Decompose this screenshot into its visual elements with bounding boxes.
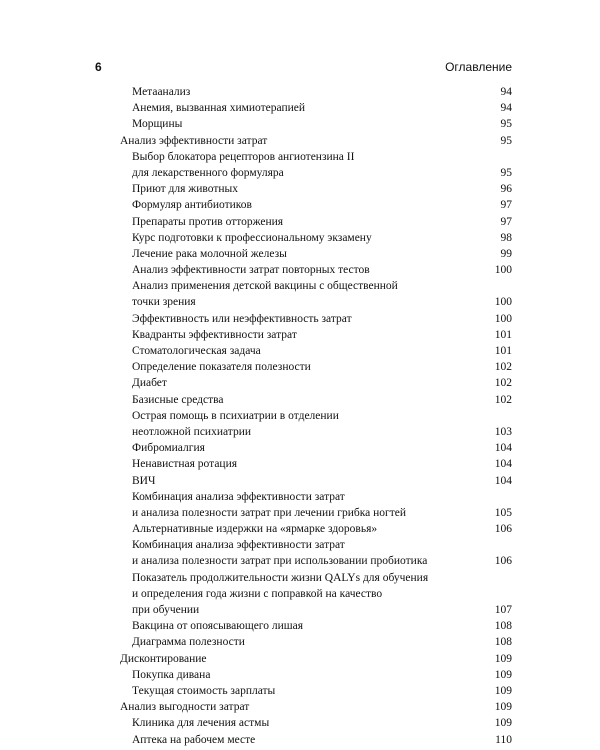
- toc-entry-title: Ненавистная ротация: [132, 458, 240, 470]
- toc-entry: [0, 375, 600, 391]
- toc-entry-page: 97: [498, 197, 513, 213]
- toc-entry-title: Метаанализ: [132, 86, 193, 98]
- toc-entry-title: Анализ выгодности затрат: [120, 701, 252, 713]
- toc-entry: [0, 489, 600, 505]
- toc-entry: [0, 683, 600, 699]
- toc-entry-page: 104: [492, 440, 512, 456]
- page-number: 6: [95, 60, 102, 74]
- toc-entry: [0, 408, 600, 424]
- toc-entry-page: 102: [492, 392, 512, 408]
- toc-entry-title: Препараты против отторжения: [132, 216, 286, 228]
- toc-entry: [0, 392, 600, 408]
- toc-entry-page: 97: [498, 214, 513, 230]
- running-head: Оглавление: [445, 60, 512, 74]
- toc-entry: [0, 715, 600, 731]
- toc-entry-page: 105: [492, 505, 512, 521]
- toc-entry-title: Анемия, вызванная химиотерапией: [132, 102, 308, 114]
- table-of-contents: [0, 84, 600, 748]
- toc-entry-title: Базисные средства: [132, 394, 227, 406]
- toc-entry-page: 106: [492, 521, 512, 537]
- toc-entry-title: Стоматологическая задача: [132, 345, 264, 357]
- toc-entry-title: Анализ применения детской вакцины с общественной: [132, 280, 401, 292]
- toc-entry-page: 102: [492, 375, 512, 391]
- toc-entry: [0, 246, 600, 262]
- toc-entry: [0, 521, 600, 537]
- toc-entry: [0, 294, 600, 310]
- toc-entry-page: 110: [492, 732, 512, 748]
- toc-entry-page: 100: [492, 262, 512, 278]
- toc-entry-title: Фибромиалгия: [132, 442, 208, 454]
- toc-entry-page: 104: [492, 456, 512, 472]
- toc-entry-page: 103: [492, 424, 512, 440]
- toc-entry-title: Аптека на рабочем месте: [132, 734, 258, 746]
- toc-entry-page: 109: [492, 683, 512, 699]
- toc-entry-page: 98: [498, 230, 513, 246]
- toc-entry: [0, 473, 600, 489]
- toc-entry: [0, 699, 600, 715]
- toc-entry-title: Выбор блокатора рецепторов ангиотензина II: [132, 151, 357, 163]
- toc-entry-page: 95: [498, 165, 513, 181]
- toc-entry-page: 108: [492, 634, 512, 650]
- toc-entry-title: Формуляр антибиотиков: [132, 199, 255, 211]
- toc-entry-page: 100: [492, 311, 512, 327]
- toc-entry: [0, 116, 600, 132]
- toc-entry-title: Комбинация анализа эффективности затрат: [132, 539, 348, 551]
- toc-entry-page: 94: [498, 100, 513, 116]
- toc-entry-title: Текущая стоимость зарплаты: [132, 685, 278, 697]
- toc-entry-title: Лечение рака молочной железы: [132, 248, 290, 260]
- toc-entry-title: для лекарственного формуляра: [132, 167, 287, 179]
- toc-entry-title: Острая помощь в психиатрии в отделении: [132, 410, 342, 422]
- toc-entry: [0, 311, 600, 327]
- toc-entry-title: точки зрения: [132, 296, 199, 308]
- toc-entry: [0, 197, 600, 213]
- toc-entry: [0, 230, 600, 246]
- toc-entry: [0, 359, 600, 375]
- toc-entry-title: Клиника для лечения астмы: [132, 717, 272, 729]
- toc-entry-title: неотложной психиатрии: [132, 426, 254, 438]
- toc-entry: [0, 586, 600, 602]
- toc-entry-title: Курс подготовки к профессиональному экзамену: [132, 232, 375, 244]
- page-header: [95, 60, 512, 78]
- toc-entry-title: Показатель продолжительности жизни QALYs для обучения: [132, 572, 431, 584]
- toc-entry-title: Определение показателя полезности: [132, 361, 314, 373]
- toc-entry-title: Диаграмма полезности: [132, 636, 248, 648]
- toc-entry-page: 109: [492, 667, 512, 683]
- toc-entry-title: Эффективность или неэффективность затрат: [132, 313, 355, 325]
- toc-entry-page: 109: [492, 715, 512, 731]
- toc-entry: [0, 214, 600, 230]
- toc-entry: [0, 149, 600, 165]
- toc-entry: [0, 424, 600, 440]
- toc-entry: [0, 602, 600, 618]
- toc-entry: [0, 440, 600, 456]
- toc-entry-page: 102: [492, 359, 512, 375]
- toc-entry: [0, 651, 600, 667]
- toc-entry-title: и определения года жизни с поправкой на качество: [132, 588, 385, 600]
- toc-entry: [0, 181, 600, 197]
- toc-entry-page: 107: [492, 602, 512, 618]
- toc-entry-title: Альтернативные издержки на «ярмарке здоровья»: [132, 523, 380, 535]
- toc-entry-title: и анализа полезности затрат при лечении грибка ногтей: [132, 507, 409, 519]
- toc-entry-title: Приют для животных: [132, 183, 241, 195]
- toc-entry-page: 106: [492, 553, 512, 569]
- toc-entry: [0, 278, 600, 294]
- toc-entry-title: Вакцина от опоясывающего лишая: [132, 620, 306, 632]
- toc-entry: [0, 732, 600, 748]
- toc-entry-title: Покупка дивана: [132, 669, 213, 681]
- toc-entry-page: 104: [492, 473, 512, 489]
- toc-entry-page: 109: [492, 699, 512, 715]
- toc-entry-title: Квадранты эффективности затрат: [132, 329, 300, 341]
- toc-entry: [0, 505, 600, 521]
- toc-entry: [0, 537, 600, 553]
- toc-entry: [0, 100, 600, 116]
- toc-entry-title: Анализ эффективности затрат повторных тестов: [132, 264, 373, 276]
- toc-entry-title: ВИЧ: [132, 475, 158, 487]
- toc-entry: [0, 343, 600, 359]
- toc-entry: [0, 667, 600, 683]
- toc-entry-page: 109: [492, 651, 512, 667]
- toc-entry-title: Анализ эффективности затрат: [120, 135, 270, 147]
- toc-entry: [0, 165, 600, 181]
- toc-entry-page: 94: [498, 84, 513, 100]
- toc-entry-page: 95: [498, 133, 513, 149]
- toc-entry-page: 100: [492, 294, 512, 310]
- toc-entry: [0, 327, 600, 343]
- toc-entry-title: Морщины: [132, 118, 185, 130]
- toc-entry: [0, 262, 600, 278]
- toc-entry-page: 95: [498, 116, 513, 132]
- toc-entry: [0, 634, 600, 650]
- toc-entry-title: Дисконтирование: [120, 653, 210, 665]
- toc-entry-page: 96: [498, 181, 513, 197]
- toc-entry-title: и анализа полезности затрат при использовании пробиотика: [132, 555, 430, 567]
- toc-entry-page: 108: [492, 618, 512, 634]
- toc-entry-page: 101: [492, 343, 512, 359]
- toc-entry-title: Комбинация анализа эффективности затрат: [132, 491, 348, 503]
- toc-entry: [0, 618, 600, 634]
- toc-entry: [0, 553, 600, 569]
- toc-entry-page: 99: [498, 246, 513, 262]
- toc-entry: [0, 84, 600, 100]
- toc-entry: [0, 456, 600, 472]
- toc-entry: [0, 133, 600, 149]
- toc-entry-title: при обучении: [132, 604, 202, 616]
- toc-entry-title: Диабет: [132, 377, 170, 389]
- toc-entry: [0, 570, 600, 586]
- toc-entry-page: 101: [492, 327, 512, 343]
